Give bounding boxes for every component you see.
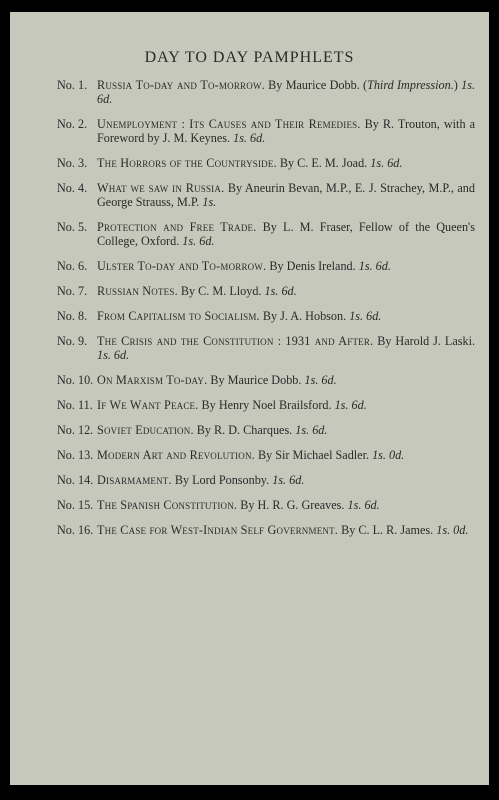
pamphlet-number: No. 11. xyxy=(57,398,93,412)
pamphlet-author: By C. M. Lloyd. xyxy=(177,284,265,298)
pamphlet-title: Protection and Free Trade. xyxy=(97,220,257,234)
pamphlet-price: 1s. 6d. xyxy=(295,423,328,437)
pamphlet-author: By Harold J. Laski. xyxy=(373,334,475,348)
list-item xyxy=(57,309,475,323)
pamphlet-description xyxy=(97,523,475,537)
pamphlet-description xyxy=(97,373,475,387)
pamphlet-number: No. 13. xyxy=(57,448,94,462)
pamphlet-price: 1s. 6d. xyxy=(358,259,391,273)
pamphlet-description xyxy=(97,398,475,412)
pamphlet-description xyxy=(97,309,475,323)
pamphlet-description xyxy=(97,334,475,362)
pamphlet-author: By L. M. Fraser, Fellow of the Queen's College, Oxford. xyxy=(97,220,475,248)
pamphlet-author: By Maurice Dobb. ( xyxy=(264,78,368,92)
pamphlet-number: No. 9. xyxy=(57,334,88,348)
pamphlet-author: By Aneurin Bevan, M.P., E. J. Strachey, M.P., and George Strauss, M.P. xyxy=(97,181,475,209)
pamphlet-number: No. 3. xyxy=(57,156,88,170)
pamphlet-description xyxy=(97,156,475,170)
pamphlet-description xyxy=(97,473,475,487)
list-item xyxy=(57,423,475,437)
pamphlet-number: No. 8. xyxy=(57,309,88,323)
pamphlet-number: No. 10. xyxy=(57,373,94,387)
list-item xyxy=(57,398,475,412)
pamphlet-description xyxy=(97,423,475,437)
list-item xyxy=(57,117,475,145)
pamphlet-price: 1s. xyxy=(202,195,217,209)
pamphlet-title: From Capitalism to Socialism. xyxy=(97,309,260,323)
pamphlet-title: Unemployment : Its Causes and Their Remedies. xyxy=(97,117,361,131)
pamphlet-title: Russian Notes. xyxy=(97,284,178,298)
pamphlet-price: 1s. 6d. xyxy=(97,78,476,106)
pamphlet-author: By Lord Ponsonby. xyxy=(171,473,273,487)
list-item xyxy=(57,334,475,362)
pamphlet-price: 1s. 6d. xyxy=(304,373,337,387)
pamphlet-author: By C. L. R. James. xyxy=(338,523,437,537)
pamphlet-price: 1s. 6d. xyxy=(370,156,403,170)
pamphlet-title: The Horrors of the Countryside. xyxy=(97,156,277,170)
list-item xyxy=(57,473,475,487)
list-item xyxy=(57,156,475,170)
pamphlet-title: Disarmament. xyxy=(97,473,172,487)
pamphlet-number: No. 2. xyxy=(57,117,88,131)
pamphlet-title: On Marxism To-day. xyxy=(97,373,208,387)
pamphlet-title: Soviet Education. xyxy=(97,423,194,437)
pamphlet-author: By H. R. G. Greaves. xyxy=(237,498,348,512)
pamphlet-author: By R. Trouton, with a Foreword by J. M. Keynes. xyxy=(97,117,475,145)
pamphlet-number: No. 14. xyxy=(57,473,94,487)
pamphlet-price: 1s. 0d. xyxy=(372,448,405,462)
pamphlet-author: By Denis Ireland. xyxy=(266,259,359,273)
pamphlet-price: 1s. 6d. xyxy=(182,234,215,248)
pamphlet-price: 1s. 6d. xyxy=(272,473,305,487)
pamphlet-number: No. 15. xyxy=(57,498,94,512)
pamphlet-description xyxy=(97,448,475,462)
pamphlet-author: By Henry Noel Brailsford. xyxy=(198,398,335,412)
pamphlet-author: By R. D. Charques. xyxy=(193,423,296,437)
pamphlet-price: 1s. 0d. xyxy=(436,523,469,537)
list-item xyxy=(57,220,475,248)
pamphlet-title: Ulster To-day and To-morrow. xyxy=(97,259,267,273)
pamphlet-list xyxy=(57,78,475,548)
pamphlet-author: By Maurice Dobb. xyxy=(207,373,305,387)
pamphlet-price: 1s. 6d. xyxy=(97,348,130,362)
list-item xyxy=(57,523,475,537)
pamphlet-price: 1s. 6d. xyxy=(233,131,266,145)
list-item xyxy=(57,181,475,209)
pamphlet-description xyxy=(97,259,475,273)
pamphlet-title: Russia To-day and To-morrow. xyxy=(97,78,265,92)
pamphlet-number: No. 16. xyxy=(57,523,94,537)
list-item xyxy=(57,78,475,106)
pamphlet-note-close: ) xyxy=(453,78,462,92)
list-item xyxy=(57,498,475,512)
pamphlet-description xyxy=(97,220,475,248)
page xyxy=(10,12,489,785)
list-item xyxy=(57,373,475,387)
pamphlet-title: Modern Art and Revolution. xyxy=(97,448,255,462)
pamphlet-number: No. 5. xyxy=(57,220,88,234)
pamphlet-title: What we saw in Russia. xyxy=(97,181,225,195)
pamphlet-price: 1s. 6d. xyxy=(347,498,380,512)
pamphlet-author: By Sir Michael Sadler. xyxy=(254,448,373,462)
pamphlet-description xyxy=(97,117,475,145)
page-title: DAY TO DAY PAMPHLETS xyxy=(144,49,355,66)
pamphlet-author: By J. A. Hobson. xyxy=(259,309,350,323)
pamphlet-description xyxy=(97,284,475,298)
pamphlet-number: No. 7. xyxy=(57,284,88,298)
pamphlet-description xyxy=(97,181,475,209)
pamphlet-title: If We Want Peace. xyxy=(97,398,199,412)
pamphlet-price: 1s. 6d. xyxy=(334,398,367,412)
pamphlet-note: Third Impression. xyxy=(367,78,454,92)
pamphlet-number: No. 1. xyxy=(57,78,88,92)
pamphlet-price: 1s. 6d. xyxy=(264,284,297,298)
pamphlet-number: No. 12. xyxy=(57,423,94,437)
list-item xyxy=(57,259,475,273)
pamphlet-title: The Spanish Constitution. xyxy=(97,498,238,512)
pamphlet-price: 1s. 6d. xyxy=(349,309,382,323)
pamphlet-title: The Crisis and the Constitution : 1931 and After. xyxy=(97,334,374,348)
list-item xyxy=(57,448,475,462)
pamphlet-number: No. 6. xyxy=(57,259,88,273)
pamphlet-description xyxy=(97,498,475,512)
pamphlet-number: No. 4. xyxy=(57,181,88,195)
pamphlet-title: The Case for West-Indian Self Government. xyxy=(97,523,339,537)
pamphlet-author: By C. E. M. Joad. xyxy=(276,156,371,170)
list-item xyxy=(57,284,475,298)
pamphlet-description xyxy=(97,78,475,106)
